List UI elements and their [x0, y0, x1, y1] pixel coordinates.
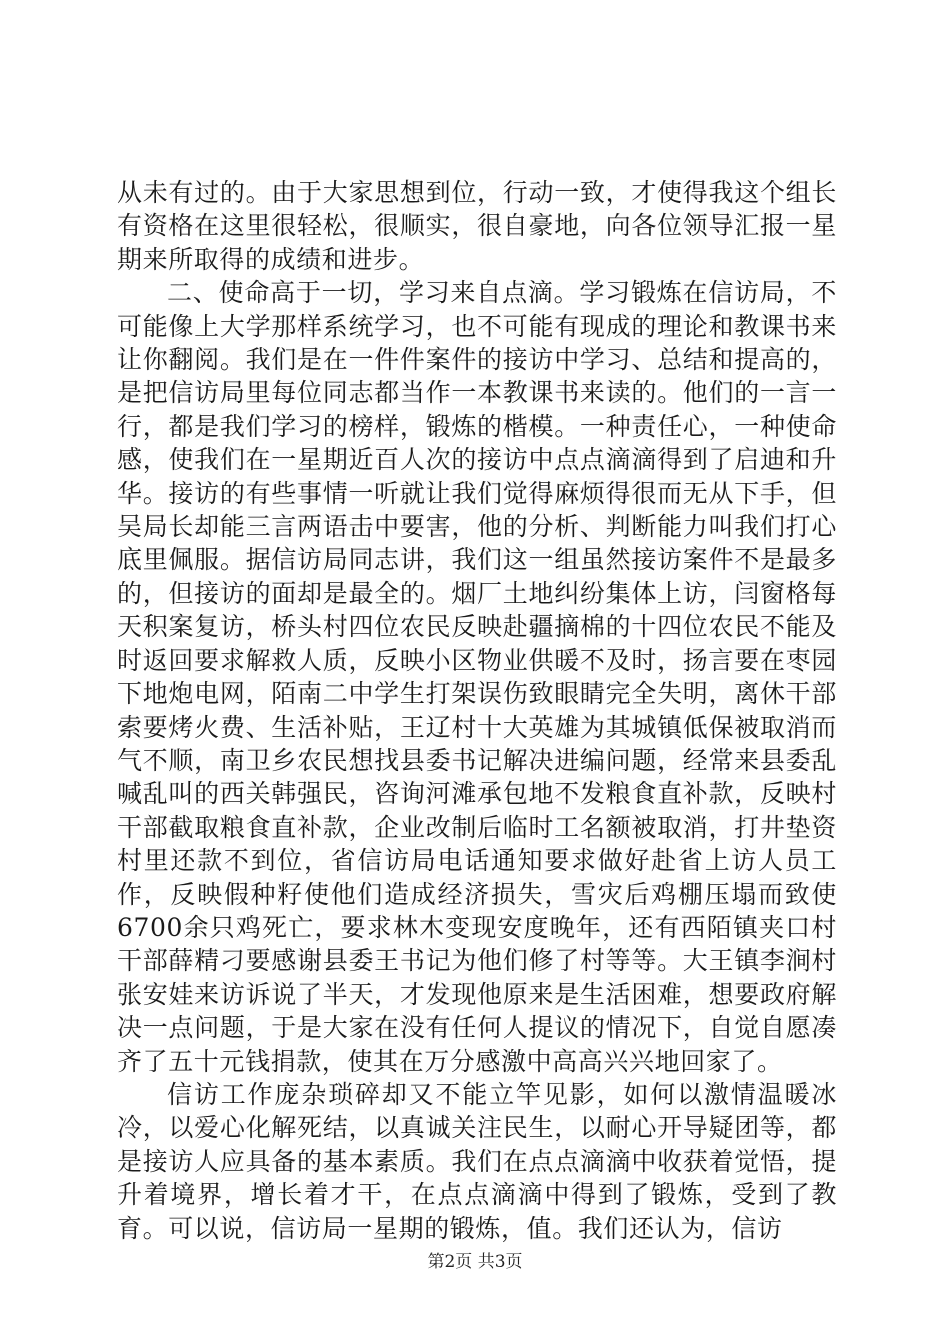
page-footer: 第2页 共3页 [427, 1252, 523, 1272]
paragraph-2: 二、使命高于一切，学习来自点滴。学习锻炼在信访局，不可能像上大学那样系统学习，也不可能有现成的理论和教课书来让你翻阅。我们是在一件件案件的接访中学习、总结和提高的，是把信访局里每位同志都当作一本教课书来读的。他们的一言一行，都是我们学习的榜样，锻炼的楷模。一种责任心，一种使命感，使我们在一星期近百人次的接访中点点滴滴得到了启迪和升华。接访的有些事情一听就让我们觉得麻烦得很而无从下手，但吴局长却能三言两语击中要害，他的分析、判断能力叫我们打心底里佩服。据信访局同志讲，我们这一组虽然接访案件不是最多的，但接访的面却是最全的。烟厂土地纠纷集体上访，闫窗格每天积案复访，桥头村四位农民反映赴疆摘棉的十四位农民不能及时返回要求解救人质，反映小区物业供暖不及时，扬言要在枣园下地炮电网，陌南二中学生打架误伤致眼睛完全失明，离休干部索要烤火费、生活补贴，王辽村十大英雄为其城镇低保被取消而气不顺，南卫乡农民想找县委书记解决进编问题，经常来县委乱喊乱叫的西关韩强民，咨询河滩承包地不发粮食直补款，反映村干部截取粮食直补款，企业改制后临时工名额被取消，打井垫资村里还款不到位，省信访局电话通知要求做好赴省上访人员工作，反映假种籽使他们造成经济损失，雪灾后鸡棚压塌而致使6700余只鸡死亡，要求林木变现安度晚年，还有西陌镇夹口村干部薛精刁要感谢县委王书记为他们修了村等等。大王镇李涧村张安娃来访诉说了半天，才发现他原来是生活困难，想要政府解决一点问题，于是大家在没有任何人提议的情况下，自觉自愿凑齐了五十元钱捐款，使其在万分感激中高高兴兴地回家了。 [117, 278, 837, 1076]
paragraph-3: 信访工作庞杂琐碎却又不能立竿见影，如何以激情温暖冰冷，以爱心化解死结，以真诚关注民生，以耐心开导疑团等，都是接访人应具备的基本素质。我们在点点滴滴中收获着觉悟，提升着境界，增长着才干，在点点滴滴中得到了锻炼，受到了教育。可以说，信访局一星期的锻炼，值。我们还认为，信访 [117, 1079, 837, 1243]
paragraph-1: 从未有过的。由于大家思想到位，行动一致，才使得我这个组长有资格在这里很轻松，很顺实，很自豪地，向各位领导汇报一星期来所取得的成绩和进步。 [117, 178, 837, 274]
body-text [117, 176, 837, 1245]
